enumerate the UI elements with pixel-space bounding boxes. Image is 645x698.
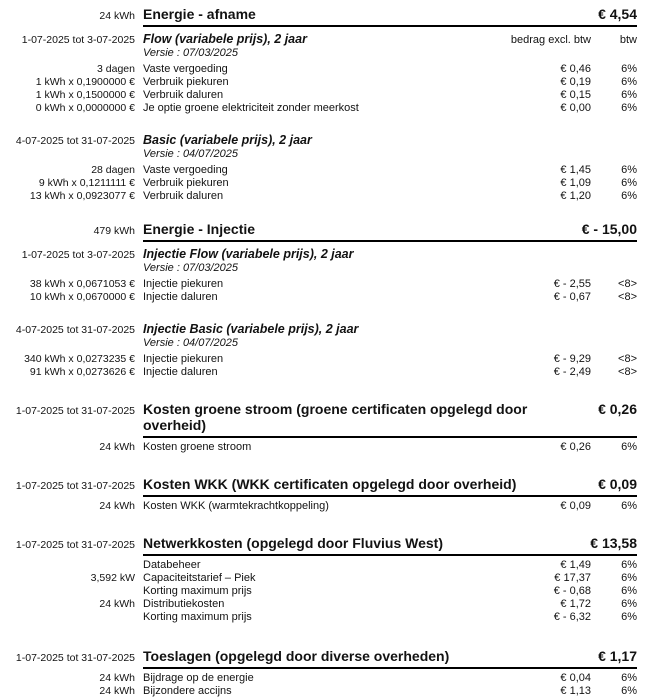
item-amount: € - 9,29 xyxy=(553,353,591,365)
line-item xyxy=(0,102,637,115)
item-amount: € 1,72 xyxy=(560,598,591,610)
line-item xyxy=(0,598,637,611)
line-item xyxy=(0,585,637,598)
line-item xyxy=(0,611,637,624)
period-label: 4-07-2025 tot 31-07-2025 xyxy=(15,135,135,147)
item-calculation: 91 kWh x 0,0273626 € xyxy=(29,366,135,378)
item-label: Korting maximum prijs xyxy=(143,611,252,623)
item-amount: € - 6,32 xyxy=(553,611,591,623)
section-quantity: 479 kWh xyxy=(93,225,135,237)
period-label: 1-07-2025 tot 31-07-2025 xyxy=(15,652,135,664)
version-label: Versie : 04/07/2025 xyxy=(143,148,238,160)
section-title-bar xyxy=(143,6,637,27)
item-amount: € 0,26 xyxy=(560,441,591,453)
period-label: 1-07-2025 tot 3-07-2025 xyxy=(21,34,135,46)
item-calculation: 10 kWh x 0,0670000 € xyxy=(29,291,135,303)
item-amount: € 1,13 xyxy=(560,685,591,697)
item-btw: 6% xyxy=(621,63,637,75)
tariff-block-header xyxy=(0,133,637,147)
tariff-block-header xyxy=(0,322,637,336)
tariff-block-header xyxy=(0,32,637,46)
item-label: Bijdrage op de energie xyxy=(143,672,254,684)
version-label: Versie : 07/03/2025 xyxy=(143,262,238,274)
item-btw: 6% xyxy=(621,672,637,684)
product-name: Injectie Basic (variabele prijs), 2 jaar xyxy=(143,322,359,336)
item-calculation: 28 dagen xyxy=(91,164,135,176)
version-row xyxy=(0,336,637,350)
item-calculation: 24 kWh xyxy=(99,685,135,697)
item-amount: € - 2,55 xyxy=(553,278,591,290)
line-item xyxy=(0,353,637,366)
item-btw: 6% xyxy=(621,585,637,597)
product-header xyxy=(143,322,637,336)
item-label: Vaste vergoeding xyxy=(143,164,228,176)
product-name: Injectie Flow (variabele prijs), 2 jaar xyxy=(143,247,354,261)
item-btw: 6% xyxy=(621,164,637,176)
section-kosten-wkk xyxy=(0,476,637,513)
item-calculation: 24 kWh xyxy=(99,672,135,684)
item-calculation: 24 kWh xyxy=(99,598,135,610)
item-calculation: 24 kWh xyxy=(99,500,135,512)
section-quantity: 24 kWh xyxy=(99,10,135,22)
line-item xyxy=(0,63,637,76)
item-amount: € 1,20 xyxy=(560,190,591,202)
section-header xyxy=(0,535,637,556)
item-btw: 6% xyxy=(621,598,637,610)
tariff-block-injectie-flow xyxy=(0,247,637,304)
section-title: Netwerkkosten (opgelegd door Fluvius West) xyxy=(143,535,444,551)
item-calculation: 38 kWh x 0,0671053 € xyxy=(29,278,135,290)
item-label: Distributiekosten xyxy=(143,598,225,610)
section-energie-afname xyxy=(0,6,637,203)
section-netwerkkosten xyxy=(0,535,637,624)
item-amount: € - 2,49 xyxy=(553,366,591,378)
item-btw: 6% xyxy=(621,190,637,202)
item-label: Je optie groene elektriciteit zonder meerkost xyxy=(143,102,359,114)
period-label: 1-07-2025 tot 31-07-2025 xyxy=(15,480,135,492)
section-title: Kosten WKK (WKK certificaten opgelegd door overheid) xyxy=(143,476,517,492)
item-label: Injectie daluren xyxy=(143,291,218,303)
section-total-amount: € 0,26 xyxy=(598,401,637,417)
item-btw: 6% xyxy=(621,102,637,114)
product-header xyxy=(143,133,637,147)
tariff-block-flow xyxy=(0,32,637,115)
item-calculation: 3,592 kW xyxy=(90,572,135,584)
section-title: Energie - afname xyxy=(143,6,256,22)
product-name: Basic (variabele prijs), 2 jaar xyxy=(143,133,312,147)
tariff-block-basic xyxy=(0,133,637,203)
period-label: 1-07-2025 tot 31-07-2025 xyxy=(15,539,135,551)
item-btw: <8> xyxy=(618,291,637,303)
line-item xyxy=(0,89,637,102)
product-header xyxy=(143,247,637,261)
section-total-amount: € 4,54 xyxy=(598,6,637,22)
line-item xyxy=(0,366,637,379)
line-item xyxy=(0,164,637,177)
item-label: Verbruik piekuren xyxy=(143,76,229,88)
item-label: Verbruik daluren xyxy=(143,190,224,202)
section-energie-injectie xyxy=(0,221,637,379)
item-label: Databeheer xyxy=(143,559,201,571)
item-label: Injectie piekuren xyxy=(143,278,224,290)
section-total-amount: € 1,17 xyxy=(598,648,637,664)
item-amount: € 0,04 xyxy=(560,672,591,684)
item-label: Bijzondere accijns xyxy=(143,685,232,697)
item-amount: € 17,37 xyxy=(554,572,591,584)
period-label: 1-07-2025 tot 31-07-2025 xyxy=(15,405,135,417)
line-item xyxy=(0,672,637,685)
item-amount: € 0,09 xyxy=(560,500,591,512)
item-label: Vaste vergoeding xyxy=(143,63,228,75)
item-btw: 6% xyxy=(621,500,637,512)
version-row xyxy=(0,46,637,60)
item-amount: € 0,00 xyxy=(560,102,591,114)
section-total-amount: € 13,58 xyxy=(590,535,637,551)
item-btw: 6% xyxy=(621,89,637,101)
line-item xyxy=(0,76,637,89)
section-title-bar xyxy=(143,535,637,556)
line-item xyxy=(0,441,637,454)
tariff-block-injectie-basic xyxy=(0,322,637,379)
version-label: Versie : 07/03/2025 xyxy=(143,47,238,59)
item-label: Kosten groene stroom xyxy=(143,441,252,453)
line-item xyxy=(0,685,637,698)
section-header xyxy=(0,476,637,497)
line-item xyxy=(0,190,637,203)
section-title-bar xyxy=(143,648,637,669)
section-total-amount: € 0,09 xyxy=(598,476,637,492)
item-calculation: 9 kWh x 0,1211111 € xyxy=(38,177,135,189)
period-label: 4-07-2025 tot 31-07-2025 xyxy=(15,324,135,336)
item-calculation: 340 kWh x 0,0273235 € xyxy=(24,353,135,365)
section-title: Toeslagen (opgelegd door diverse overheden) xyxy=(143,648,450,664)
item-btw: 6% xyxy=(621,441,637,453)
section-title-bar xyxy=(143,476,637,497)
section-toeslagen xyxy=(0,648,637,698)
item-btw: 6% xyxy=(621,685,637,697)
section-header xyxy=(0,6,637,27)
item-btw: 6% xyxy=(621,572,637,584)
column-header-amount: bedrag excl. btw xyxy=(510,34,591,46)
tariff-block-header xyxy=(0,247,637,261)
section-title-bar xyxy=(143,221,637,242)
item-calculation: 0 kWh x 0,0000000 € xyxy=(35,102,135,114)
item-amount: € - 0,67 xyxy=(553,291,591,303)
product-header xyxy=(143,32,637,46)
column-header-btw: btw xyxy=(619,34,637,46)
item-amount: € 0,19 xyxy=(560,76,591,88)
version-row xyxy=(0,147,637,161)
section-title: Kosten groene stroom (groene certificaten opgelegd door overheid) xyxy=(143,401,528,433)
section-header xyxy=(0,221,637,242)
item-calculation: 24 kWh xyxy=(99,441,135,453)
item-amount: € 1,09 xyxy=(560,177,591,189)
line-item xyxy=(0,559,637,572)
section-title-bar xyxy=(143,401,637,438)
version-label: Versie : 04/07/2025 xyxy=(143,337,238,349)
item-btw: 6% xyxy=(621,559,637,571)
item-label: Injectie daluren xyxy=(143,366,218,378)
version-row xyxy=(0,261,637,275)
section-header xyxy=(0,401,637,438)
item-amount: € 1,49 xyxy=(560,559,591,571)
item-label: Verbruik daluren xyxy=(143,89,224,101)
item-amount: € 0,46 xyxy=(560,63,591,75)
item-amount: € 0,15 xyxy=(560,89,591,101)
line-item xyxy=(0,291,637,304)
item-label: Capaciteitstarief – Piek xyxy=(143,572,256,584)
item-label: Injectie piekuren xyxy=(143,353,224,365)
item-calculation: 3 dagen xyxy=(97,63,135,75)
item-calculation: 13 kWh x 0,0923077 € xyxy=(29,190,135,202)
item-btw: <8> xyxy=(618,366,637,378)
period-label: 1-07-2025 tot 3-07-2025 xyxy=(21,249,135,261)
item-btw: <8> xyxy=(618,278,637,290)
section-total-amount: € - 15,00 xyxy=(581,221,637,237)
line-item xyxy=(0,500,637,513)
line-item xyxy=(0,177,637,190)
item-calculation: 1 kWh x 0,1500000 € xyxy=(35,89,135,101)
item-calculation: 1 kWh x 0,1900000 € xyxy=(35,76,135,88)
section-header xyxy=(0,648,637,669)
section-title: Energie - Injectie xyxy=(143,221,256,237)
line-item xyxy=(0,278,637,291)
item-btw: 6% xyxy=(621,611,637,623)
item-btw: <8> xyxy=(618,353,637,365)
item-btw: 6% xyxy=(621,76,637,88)
product-name: Flow (variabele prijs), 2 jaar xyxy=(143,32,307,46)
item-label: Kosten WKK (warmtekrachtkoppeling) xyxy=(143,500,329,512)
item-label: Verbruik piekuren xyxy=(143,177,229,189)
item-amount: € 1,45 xyxy=(560,164,591,176)
section-kosten-groene-stroom xyxy=(0,401,637,454)
line-item xyxy=(0,572,637,585)
item-btw: 6% xyxy=(621,177,637,189)
item-amount: € - 0,68 xyxy=(553,585,591,597)
item-label: Korting maximum prijs xyxy=(143,585,252,597)
